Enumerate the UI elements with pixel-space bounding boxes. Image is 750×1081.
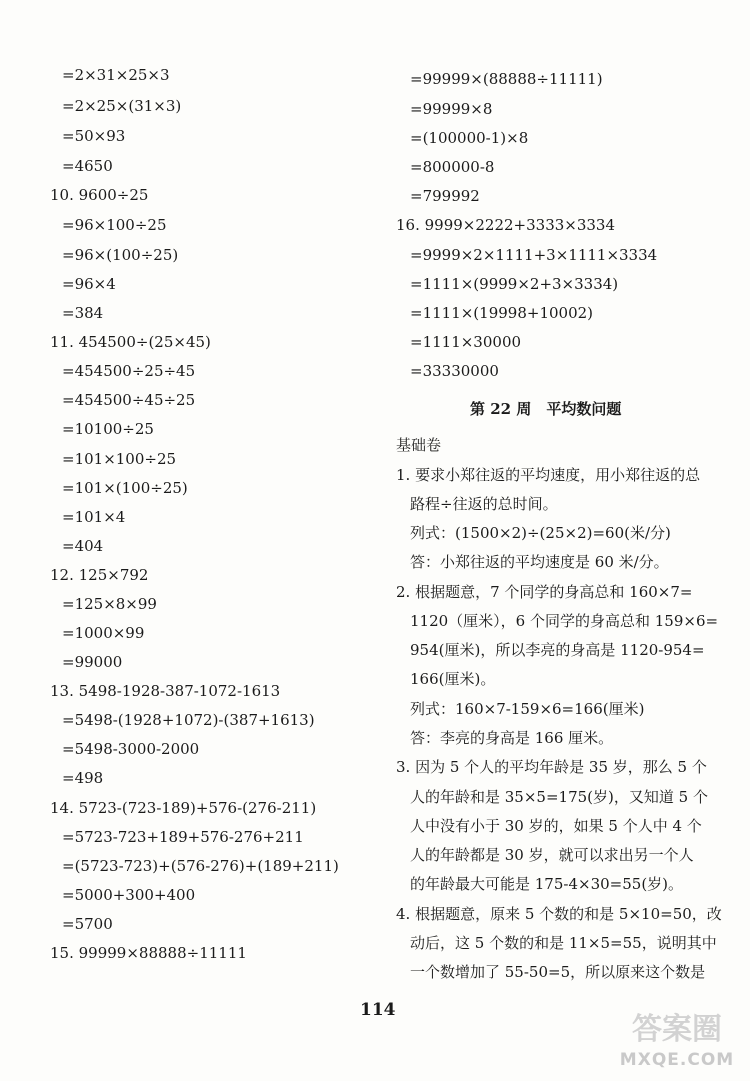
text-line: =125×8×99: [62, 595, 157, 613]
text-line: =101×(100÷25): [62, 479, 188, 497]
text-line: 列式：(1500×2)÷(25×2)=60(米/分): [410, 524, 671, 542]
section-heading: 第 22 周 平均数问题: [470, 400, 622, 418]
watermark-mark: 答案圈: [632, 1012, 722, 1047]
text-line: 人的年龄都是 30 岁，就可以求出另一个人: [410, 846, 694, 864]
text-line: 15. 99999×88888÷11111: [50, 944, 247, 962]
text-line: 动后，这 5 个数的和是 11×5=55，说明其中: [410, 934, 717, 952]
text-line: =5700: [62, 915, 113, 933]
text-line: =1111×(9999×2+3×3334): [410, 275, 619, 293]
text-line: 一个数增加了 55-50=5，所以原来这个数是: [410, 963, 706, 981]
text-line: 2. 根据题意，7 个同学的身高总和 160×7=: [396, 583, 693, 601]
text-line: =10100÷25: [62, 420, 154, 438]
text-line: =(100000-1)×8: [410, 129, 529, 147]
text-line: =1111×30000: [410, 333, 522, 351]
text-line: 路程÷往返的总时间。: [410, 495, 558, 513]
text-line: =96×4: [62, 275, 116, 293]
text-line: 12. 125×792: [50, 566, 149, 584]
text-line: 166(厘米)。: [410, 670, 496, 688]
text-line: =454500÷25÷45: [62, 362, 196, 380]
text-line: =33330000: [410, 362, 499, 380]
text-line: 答：小郑往返的平均速度是 60 米/分。: [410, 553, 669, 571]
text-line: 3. 因为 5 个人的平均年龄是 35 岁，那么 5 个: [396, 758, 707, 776]
text-line: =404: [62, 537, 104, 555]
text-line: 16. 9999×2222+3333×3334: [396, 216, 616, 234]
text-line: =799992: [410, 187, 480, 205]
text-line: =384: [62, 304, 104, 322]
text-line: =4650: [62, 157, 113, 175]
text-line: =2×31×25×3: [62, 66, 170, 84]
text-line: 1120（厘米），6 个同学的身高总和 159×6=: [410, 612, 719, 630]
text-line: =800000-8: [410, 158, 495, 176]
text-line: =99000: [62, 653, 123, 671]
text-line: =101×4: [62, 508, 126, 526]
text-line: =5723-723+189+576-276+211: [62, 828, 304, 846]
text-line: 10. 9600÷25: [50, 186, 149, 204]
text-line: =99999×(88888÷11111): [410, 70, 603, 88]
text-line: =5498-(1928+1072)-(387+1613): [62, 711, 315, 729]
text-line: =101×100÷25: [62, 450, 177, 468]
page-number: 114: [360, 1000, 396, 1020]
text-line: =50×93: [62, 127, 126, 145]
text-line: =96×100÷25: [62, 216, 167, 234]
text-line: =99999×8: [410, 100, 493, 118]
text-line: 基础卷: [396, 436, 442, 454]
text-line: 人的年龄和是 35×5=175(岁)，又知道 5 个: [410, 788, 708, 806]
text-line: =1111×(19998+10002): [410, 304, 594, 322]
watermark-site: MXQE.COM: [619, 1050, 735, 1070]
text-line: 954(厘米)，所以李亮的身高是 1120-954=: [410, 641, 705, 659]
text-line: 11. 454500÷(25×45): [50, 333, 211, 351]
text-line: 答：李亮的身高是 166 厘米。: [410, 729, 614, 747]
text-line: =1000×99: [62, 624, 145, 642]
text-line: =9999×2×1111+3×1111×3334: [410, 246, 658, 264]
text-line: =2×25×(31×3): [62, 97, 182, 115]
text-line: =454500÷45÷25: [62, 391, 196, 409]
text-line: =5498-3000-2000: [62, 740, 200, 758]
text-line: 14. 5723-(723-189)+576-(276-211): [50, 799, 317, 817]
text-line: 1. 要求小郑往返的平均速度，用小郑往返的总: [396, 466, 701, 484]
text-line: =498: [62, 769, 104, 787]
text-line: 列式：160×7-159×6=166(厘米): [410, 700, 645, 718]
text-line: =96×(100÷25): [62, 246, 179, 264]
text-line: 人中没有小于 30 岁的，如果 5 个人中 4 个: [410, 817, 702, 835]
text-line: 的年龄最大可能是 175-4×30=55(岁)。: [410, 875, 684, 893]
text-line: =(5723-723)+(576-276)+(189+211): [62, 857, 339, 875]
watermark-logo: [612, 1010, 742, 1076]
text-line: 13. 5498-1928-387-1072-1613: [50, 682, 281, 700]
text-line: 4. 根据题意，原来 5 个数的和是 5×10=50，改: [396, 905, 722, 923]
text-line: =5000+300+400: [62, 886, 196, 904]
